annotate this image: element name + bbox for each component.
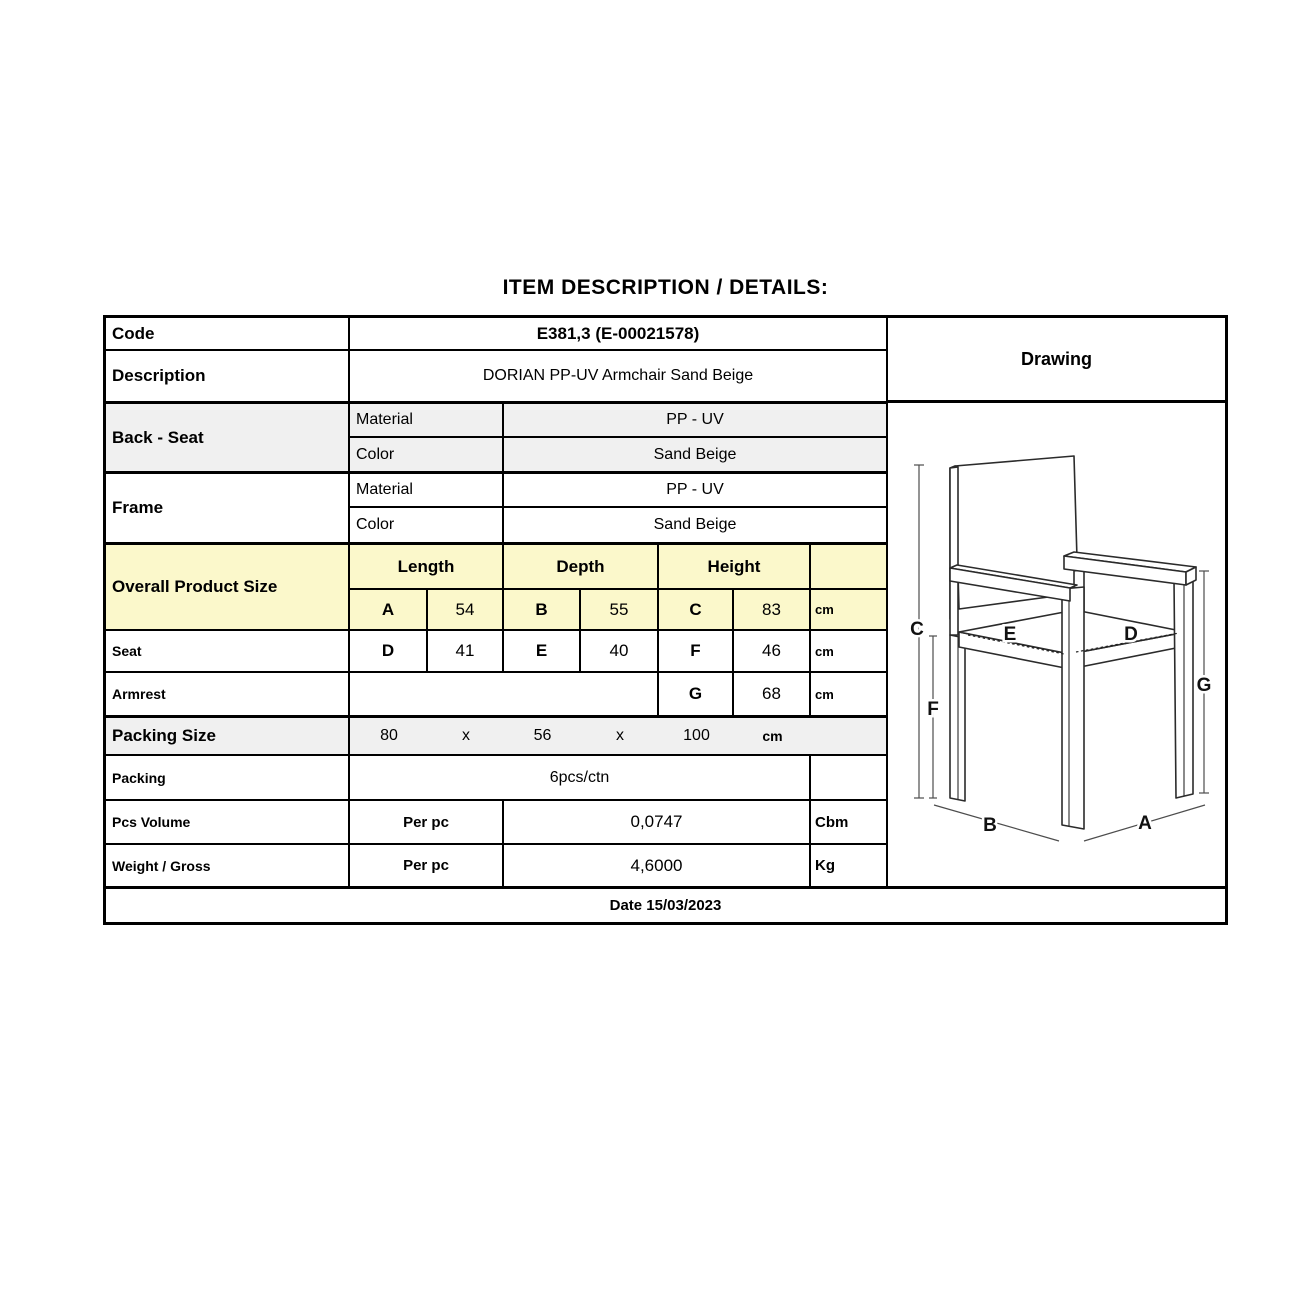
dim-a-value: 54 xyxy=(428,590,504,629)
pcs-volume-label: Pcs Volume xyxy=(106,801,350,843)
back-seat-section xyxy=(106,404,886,474)
table-body xyxy=(106,318,1225,886)
armrest-empty-cell xyxy=(350,673,659,715)
packing-size-sep2: x xyxy=(616,727,624,744)
depth-header: Depth xyxy=(504,545,659,588)
chair-front-right-leg xyxy=(1174,574,1193,798)
frame-color-label: Color xyxy=(350,508,504,542)
back-seat-color-label: Color xyxy=(350,438,504,471)
dim-c-key: C xyxy=(659,590,734,629)
drawing-header: Drawing xyxy=(888,318,1225,403)
seat-unit: cm xyxy=(815,643,834,659)
dim-label-C: C xyxy=(910,619,924,640)
code-value: E381,3 (E-00021578) xyxy=(536,323,700,343)
weight-gross-per-label: Per pc xyxy=(350,845,504,886)
weight-gross-value: 4,6000 xyxy=(504,845,811,886)
dim-label-A: A xyxy=(1138,813,1152,834)
seat-label: Seat xyxy=(106,631,350,671)
dim-b-key: B xyxy=(504,590,581,629)
height-header: Height xyxy=(659,545,811,588)
overall-size-label: Overall Product Size xyxy=(106,545,350,629)
dim-label-E: E xyxy=(1003,624,1017,645)
frame-material-row xyxy=(350,474,886,508)
page-title: ITEM DESCRIPTION / DETAILS: xyxy=(502,276,829,299)
back-seat-color-value: Sand Beige xyxy=(653,445,737,463)
back-seat-material-label: Material xyxy=(350,404,504,436)
code-label: Code xyxy=(106,318,350,349)
frame-section xyxy=(106,474,886,545)
dim-d-value: 41 xyxy=(428,631,504,671)
armrest-row xyxy=(106,673,886,718)
frame-label: Frame xyxy=(106,474,350,542)
packing-size-values xyxy=(350,718,886,754)
pcs-volume-row xyxy=(106,801,886,845)
weight-gross-row xyxy=(106,845,886,886)
seat-row xyxy=(106,631,886,673)
chair-drawing xyxy=(888,403,1225,886)
dim-e-key: E xyxy=(504,631,581,671)
frame-material-label: Material xyxy=(350,474,504,506)
dim-a-key: A xyxy=(350,590,428,629)
dim-e-value: 40 xyxy=(581,631,659,671)
packing-size-sep1: x xyxy=(462,727,470,744)
packing-size-v1: 80 xyxy=(380,727,398,744)
size-header-row xyxy=(350,545,886,590)
length-header: Length xyxy=(350,545,504,588)
frame-color-value: Sand Beige xyxy=(653,516,737,533)
pcs-volume-unit: Cbm xyxy=(815,813,849,831)
pcs-volume-value: 0,0747 xyxy=(504,801,811,843)
dim-g-key: G xyxy=(659,673,734,715)
packing-empty-cell xyxy=(811,756,886,799)
packing-size-v3: 100 xyxy=(683,727,710,744)
code-row xyxy=(106,318,886,351)
back-seat-material-row xyxy=(350,404,886,438)
armrest-label: Armrest xyxy=(106,673,350,715)
packing-row xyxy=(106,756,886,801)
size-header-unit-cell xyxy=(811,545,886,588)
description-row xyxy=(106,351,886,404)
dim-label-B: B xyxy=(983,815,997,836)
packing-size-unit: cm xyxy=(762,728,783,744)
packing-size-v2: 56 xyxy=(533,727,552,744)
dim-c-value: 83 xyxy=(734,590,811,629)
dim-d-key: D xyxy=(350,631,428,671)
drawing-column xyxy=(886,318,1225,886)
data-columns xyxy=(106,318,886,886)
chair-back xyxy=(950,456,1078,635)
weight-gross-label: Weight / Gross xyxy=(106,845,350,886)
overall-size-unit: cm xyxy=(815,602,834,617)
back-seat-label: Back - Seat xyxy=(106,404,350,471)
overall-size-section xyxy=(106,545,886,631)
packing-value: 6pcs/ctn xyxy=(350,756,811,799)
packing-size-label: Packing Size xyxy=(106,718,350,754)
dim-f-value: 46 xyxy=(734,631,811,671)
dim-label-F: F xyxy=(927,699,939,720)
description-value: DORIAN PP-UV Armchair Sand Beige xyxy=(482,367,754,384)
weight-gross-unit: Kg xyxy=(815,857,835,874)
frame-material-value: PP - UV xyxy=(666,481,724,498)
chair-line-art xyxy=(888,403,1225,886)
frame-color-row xyxy=(350,508,886,542)
chair-front-left-leg xyxy=(1062,587,1084,829)
back-seat-material-value: PP - UV xyxy=(666,411,724,428)
dim-g-value: 68 xyxy=(734,673,811,715)
item-details-table xyxy=(103,315,1228,925)
dim-label-G: G xyxy=(1196,675,1212,696)
description-label: Description xyxy=(106,351,350,401)
dim-f-key: F xyxy=(659,631,734,671)
date-row: Date 15/03/2023 xyxy=(106,886,1225,922)
packing-size-row xyxy=(106,718,886,756)
dim-label-D: D xyxy=(1124,624,1138,645)
dim-b-value: 55 xyxy=(581,590,659,629)
armrest-unit: cm xyxy=(815,686,834,702)
pcs-volume-per-label: Per pc xyxy=(350,801,504,843)
overall-size-values-row xyxy=(350,590,886,629)
packing-label: Packing xyxy=(106,756,350,799)
back-seat-color-row xyxy=(350,438,886,471)
